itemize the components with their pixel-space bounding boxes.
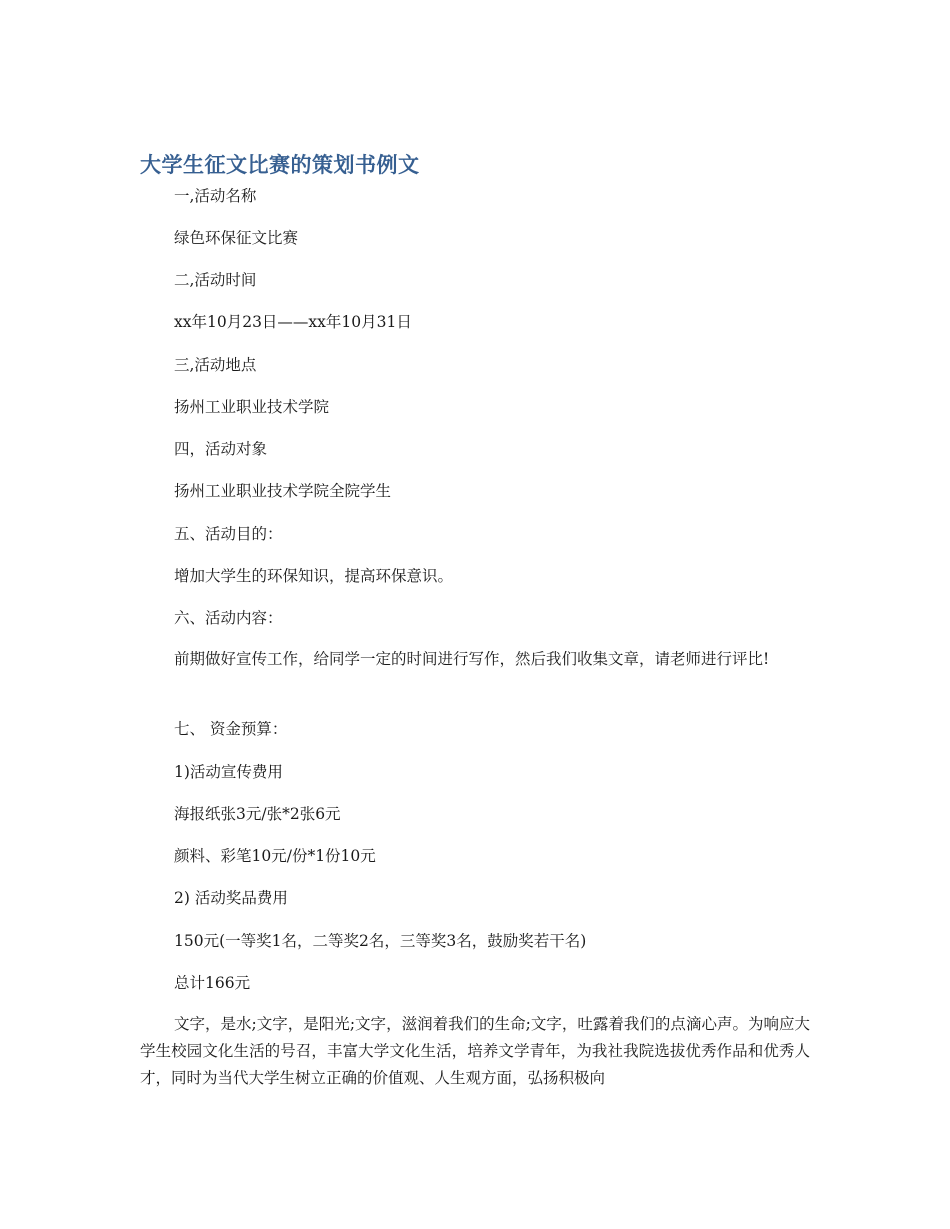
closing-paragraph: 文字，是水;文字，是阳光;文字，滋润着我们的生命;文字，吐露着我们的点滴心声。为响应大学生校园文化生活的号召，丰富大学文化生活，培养文学青年，为我社我院选拔优秀作品和优秀人才，同时为当代大学生树立正确的价值观、人生观方面，弘扬积极向 xyxy=(140,1015,810,1087)
budget-item-paint-pens: 颜料、彩笔10元/份*1份10元 xyxy=(174,847,376,865)
activity-name-text: 绿色环保征文比赛 xyxy=(174,229,299,247)
activity-purpose-text: 增加大学生的环保知识，提高环保意识。 xyxy=(174,567,454,585)
budget-item-prizes-detail: 150元(一等奖1名，二等奖2名，三等奖3名，鼓励奖若干名) xyxy=(174,932,587,950)
activity-content-paragraph: 前期做好宣传工作，给同学一定的时间进行写作，然后我们收集文章，请老师进行评比! xyxy=(174,650,770,668)
activity-time-text: xx年10月23日——xx年10月31日 xyxy=(174,313,412,331)
activity-location-text: 扬州工业职业技术学院 xyxy=(174,398,330,416)
document-title: 大学生征文比赛的策划书例文 xyxy=(140,153,420,177)
section-heading-activity-name: 一,活动名称 xyxy=(174,187,257,205)
budget-item-poster-paper: 海报纸张3元/张*2张6元 xyxy=(174,805,341,823)
budget-item-prizes-heading: 2) 活动奖品费用 xyxy=(174,889,288,907)
budget-total: 总计166元 xyxy=(174,974,251,992)
section-heading-activity-content: 六、活动内容： xyxy=(174,609,283,627)
section-heading-budget: 七、 资金预算： xyxy=(174,720,288,738)
section-heading-activity-audience: 四，活动对象 xyxy=(174,440,268,458)
section-heading-activity-purpose: 五、活动目的： xyxy=(174,525,283,543)
section-heading-activity-time: 二,活动时间 xyxy=(174,271,257,289)
section-heading-activity-location: 三,活动地点 xyxy=(174,356,257,374)
activity-audience-text: 扬州工业职业技术学院全院学生 xyxy=(174,482,392,500)
budget-item-promotion-heading: 1)活动宣传费用 xyxy=(174,763,283,781)
